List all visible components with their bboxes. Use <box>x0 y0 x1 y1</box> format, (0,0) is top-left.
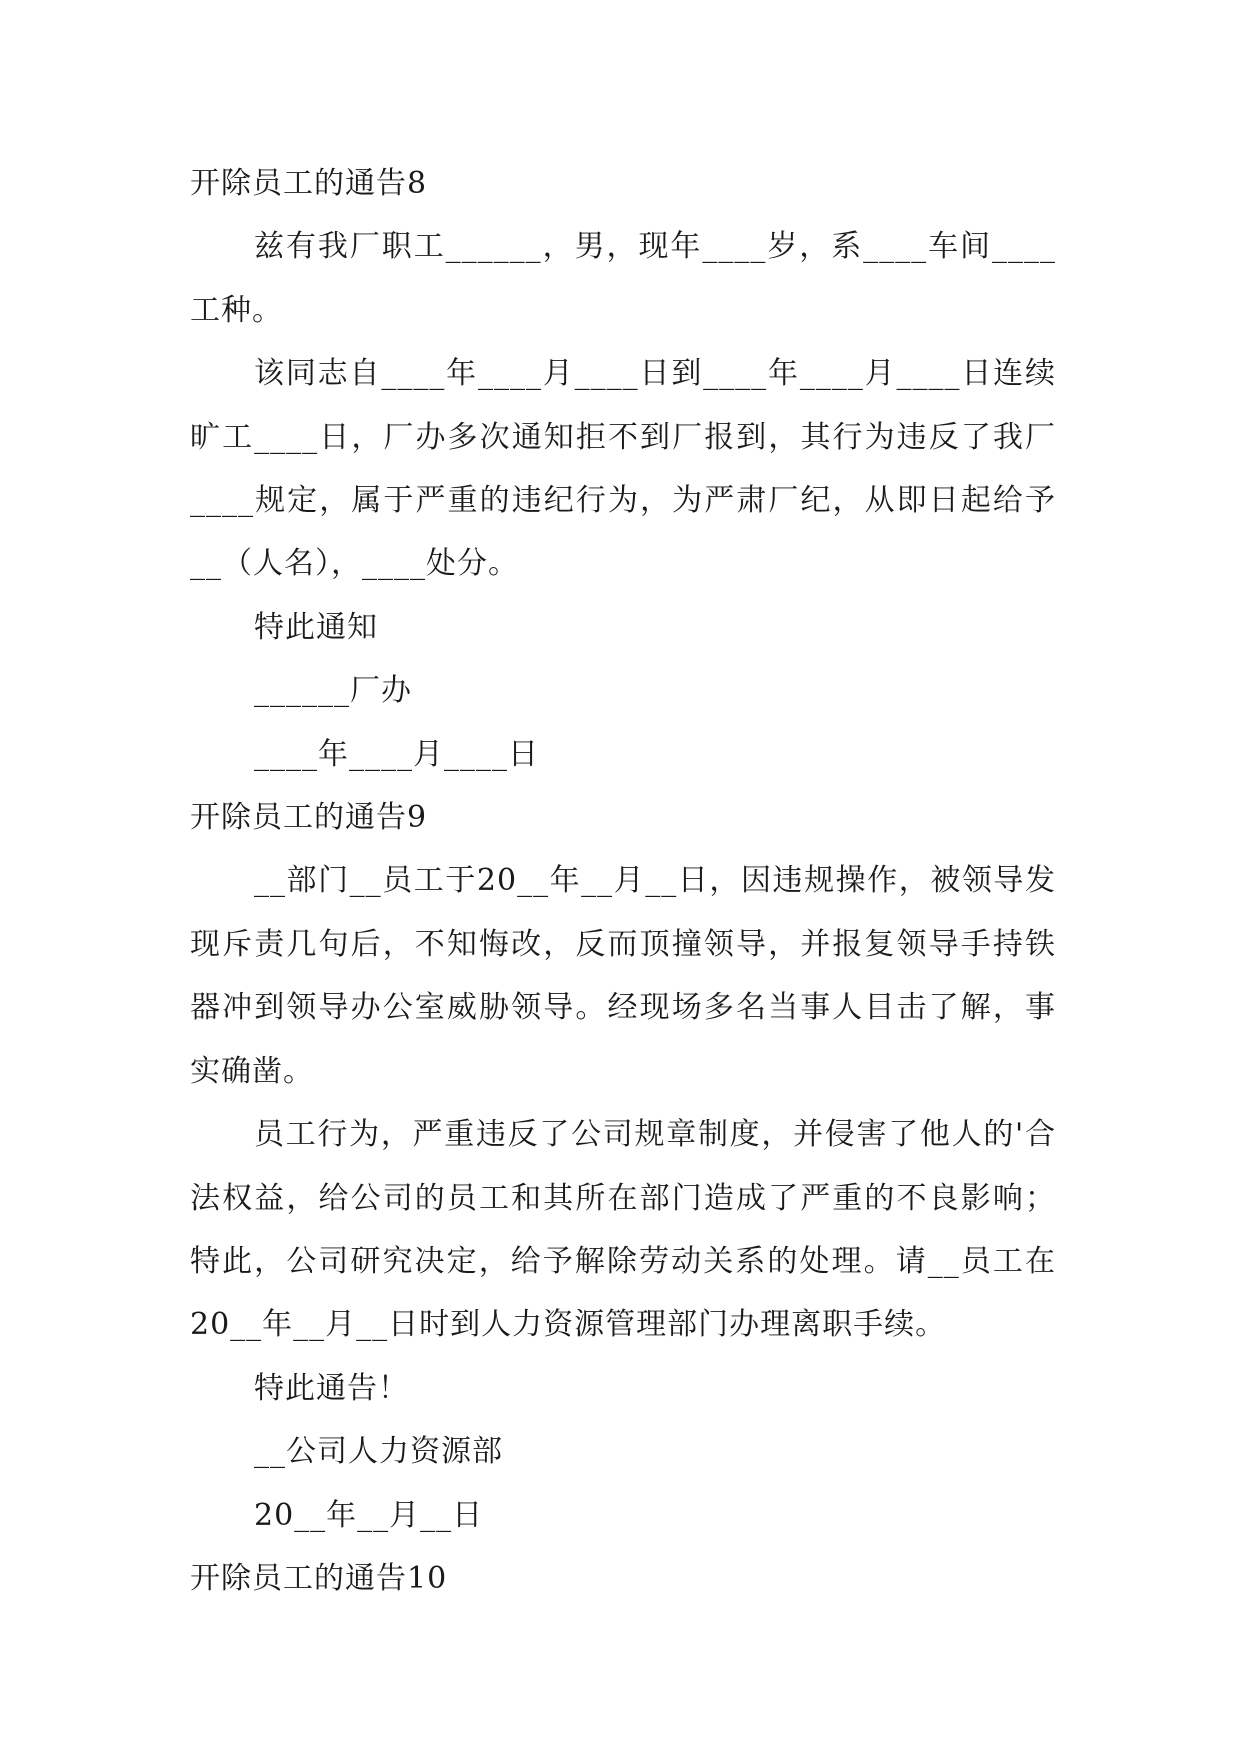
paragraph: 员工行为，严重违反了公司规章制度，并侵害了他人的'合法权益，给公司的员工和其所在部门造成了严重的不良影响；特此，公司研究决定，给予解除劳动关系的处理。请__员工在20__年__月__日时到人力资源管理部门办理离职手续。 <box>190 1117 1056 1343</box>
closing-line: 特此通告！ <box>254 1370 409 1406</box>
paragraph: 兹有我厂职工______，男，现年____岁，系____车间____工种。 <box>190 229 1056 328</box>
issuer-line: __公司人力资源部 <box>254 1434 503 1470</box>
section-title: 开除员工的通告10 <box>190 1560 448 1596</box>
section-title: 开除员工的通告8 <box>190 166 428 201</box>
paragraph: __部门__员工于20__年__月__日，因违规操作，被领导发现斥责几句后，不知悔改，反而顶撞领导，并报复领导手持铁器冲到领导办公室威胁领导。经现场多名当事人目击了解，事实确凿。 <box>190 863 1056 1089</box>
date-line: 20__年__月__日 <box>254 1497 484 1533</box>
date-line: ____年____月____日 <box>254 736 539 772</box>
closing-line: 特此通知 <box>254 609 378 645</box>
document-body <box>190 152 1056 1610</box>
issuer-line: ______厂办 <box>254 673 412 709</box>
section-title: 开除员工的通告9 <box>190 800 428 836</box>
paragraph: 该同志自____年____月____日到____年____月____日连续旷工____日，厂办多次通知拒不到厂报到，其行为违反了我厂____规定，属于严重的违纪行为，为严肃厂纪，从即日起给予__（人名），____处分。 <box>190 356 1056 582</box>
